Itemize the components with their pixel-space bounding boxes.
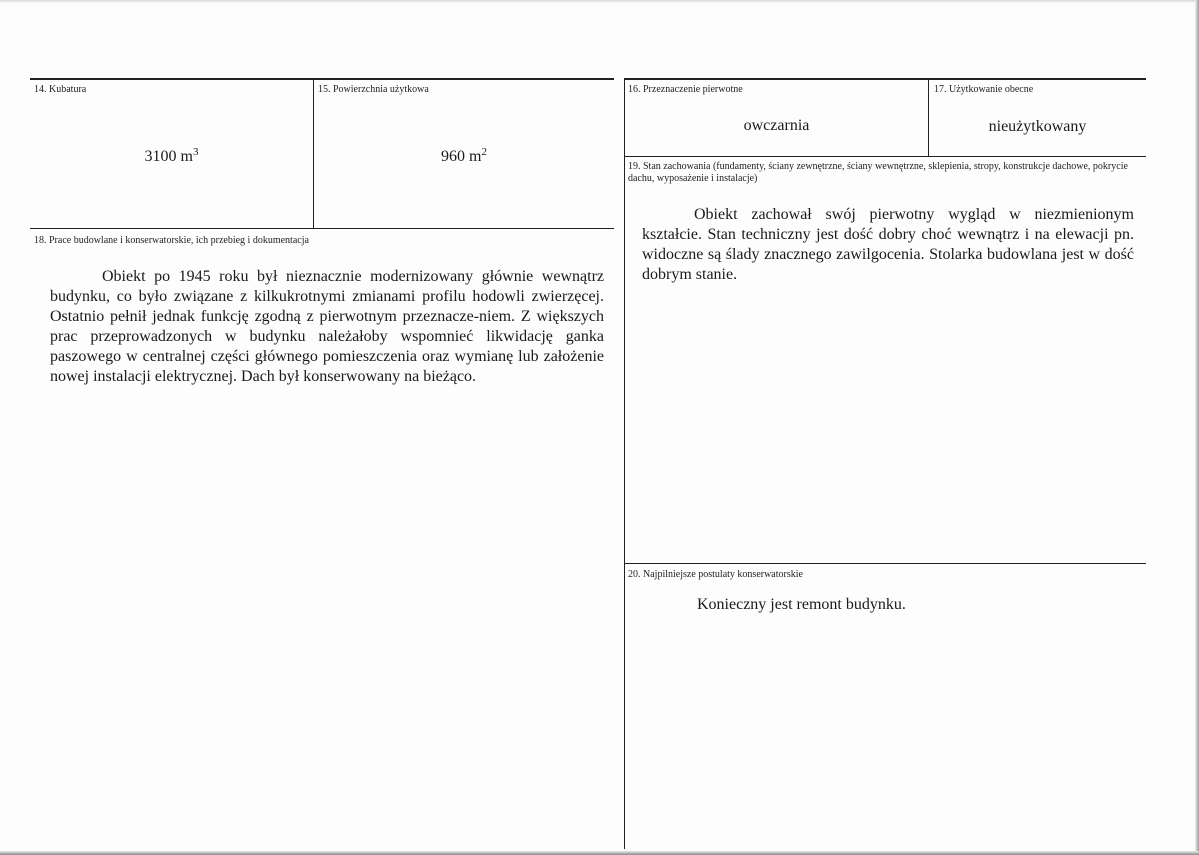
rule-above-field-18 (30, 228, 614, 229)
stan-label: 19. Stan zachowania (fundamenty, ściany zewnętrzne, ściany wewnętrzne, sklepienia, stropy, konstrukcje dachowe, pokrycie dachu, wyposażenie i instalacje) (628, 161, 1128, 184)
powierzchnia-label: 15. Powierzchnia użytkowa (318, 84, 429, 95)
kubatura-number: 3100 m (144, 148, 193, 165)
przeznaczenie-value: owczarnia (743, 117, 810, 134)
prace-label: 18. Prace budowlane i konserwatorskie, ich przebieg i dokumentacja (34, 235, 309, 246)
rule-above-field-19 (624, 156, 1146, 157)
kubatura-unit-exponent: 3 (192, 146, 199, 158)
rule-above-field-20 (624, 563, 1146, 564)
kubatura-value (30, 148, 313, 166)
uzytkowanie-value: nieużytkowany (988, 118, 1087, 135)
powierzchnia-number: 960 m (441, 148, 482, 165)
powierzchnia-unit-exponent: 2 (481, 146, 487, 158)
stan-text (642, 205, 1134, 285)
top-rule-left (30, 78, 614, 80)
kubatura-label: 14. Kubatura (34, 84, 87, 95)
postulaty-label: 20. Najpilniejsze postulaty konserwatorskie (628, 569, 803, 580)
prace-text-content: Obiekt po 1945 roku był nieznacznie modernizowany głównie wewnątrz budynku, co było związane z kilkukrotnymi zmianami profilu hodowli zwierzęcej. Ostatnio pełnił jednak funkcję zgodną z pierwotnym przeznacze-niem. Z większych prac przeprowadzonych w budynku należałoby wspomnieć likwidację ganka paszowego w centralnej części głównego pomieszczenia oraz wymianę lub założenie nowej instalacji elektrycznej. Dach był konserwowany na bieżąco. (50, 268, 604, 385)
postulaty-text: Konieczny jest remont budynku. (697, 596, 906, 613)
uzytkowanie-label: 17. Użytkowanie obecne (934, 84, 1034, 95)
scan-edge-right (1195, 0, 1199, 855)
powierzchnia-value (314, 148, 614, 166)
prace-text (50, 267, 604, 387)
stan-text-content: Obiekt zachował swój pierwotny wygląd w niezmienionym kształcie. Stan techniczny jest dość dobry choć wewnątrz i na elewacji pn. widoczne są ślady znacznego zawilgocenia. Stolarka budowlana jest w dość dobrym stanie. (642, 206, 1134, 283)
scan-edge-top (0, 0, 1199, 3)
scan-edge-bottom (0, 851, 1199, 855)
przeznaczenie-label: 16. Przeznaczenie pierwotne (628, 84, 743, 95)
top-rule-right (624, 78, 1146, 80)
center-divider (624, 79, 625, 849)
